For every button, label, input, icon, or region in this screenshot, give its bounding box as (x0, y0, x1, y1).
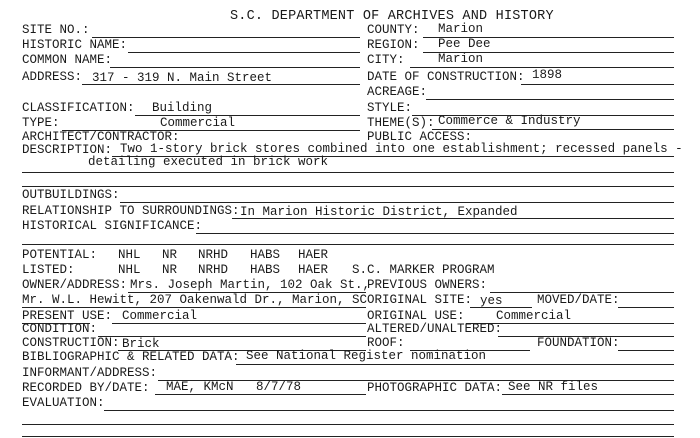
recorded-date-value: 8/7/78 (256, 380, 302, 394)
foundation-label: FOUNDATION: (537, 336, 620, 350)
potential-nr[interactable]: NR (162, 248, 178, 262)
form-title: S.C. DEPARTMENT OF ARCHIVES AND HISTORY (230, 9, 554, 24)
potential-haer[interactable]: HAER (298, 248, 329, 262)
site-no-label: SITE NO.: (22, 23, 90, 37)
original-use-label: ORIGINAL USE: (367, 309, 465, 323)
present-use-field[interactable] (112, 323, 366, 324)
city-value: Marion (438, 52, 484, 66)
address-value: 317 - 319 N. Main Street (92, 71, 273, 85)
present-use-label: PRESENT USE: (22, 309, 113, 323)
historic-name-field[interactable] (128, 52, 360, 53)
recorded-label: RECORDED BY/DATE: (22, 381, 150, 395)
common-name-label: COMMON NAME: (22, 53, 113, 67)
section-divider (22, 186, 674, 187)
significance-field[interactable] (196, 233, 674, 234)
roof-label: ROOF: (367, 336, 405, 350)
photographic-label: PHOTOGRAPHIC DATA: (367, 381, 503, 395)
region-value: Pee Dee (438, 37, 491, 51)
photographic-field[interactable] (502, 394, 674, 395)
significance-label: HISTORICAL SIGNIFICANCE: (22, 219, 203, 233)
potential-nrhd[interactable]: NRHD (198, 248, 229, 262)
informant-label: INFORMANT/ADDRESS: (22, 366, 158, 380)
listed-label: LISTED: (22, 263, 75, 277)
architect-label: ARCHITECT/CONTRACTOR: (22, 130, 180, 144)
listed-nr[interactable]: NR (162, 263, 178, 277)
date-construction-label: DATE OF CONSTRUCTION: (367, 70, 525, 84)
bibliographic-field[interactable] (236, 364, 674, 365)
evaluation-field-1[interactable] (104, 410, 674, 411)
city-label: CITY: (367, 53, 405, 67)
date-construction-field[interactable] (521, 84, 674, 85)
style-label: STYLE: (367, 101, 413, 115)
owner-label: OWNER/ADDRESS: (22, 278, 128, 292)
listed-nhl[interactable]: NHL (118, 263, 141, 277)
relationship-label: RELATIONSHIP TO SURROUNDINGS: (22, 204, 240, 218)
county-value: Marion (438, 22, 484, 36)
description-line-2: detailing executed in brick work (88, 155, 329, 169)
themes-label: THEME(S): (367, 116, 435, 130)
acreage-label: ACREAGE: (367, 85, 428, 99)
relationship-value: In Marion Historic District, Expanded (240, 205, 518, 219)
original-site-value: yes (480, 294, 503, 308)
description-label: DESCRIPTION: (22, 143, 113, 157)
classification-value: Building (152, 101, 213, 115)
historic-name-label: HISTORIC NAME: (22, 38, 128, 52)
bibliographic-value: See National Register nomination (246, 349, 487, 363)
acreage-field[interactable] (426, 99, 674, 100)
listed-nrhd[interactable]: NRHD (198, 263, 229, 277)
present-use-value: Commercial (122, 309, 198, 323)
type-label: TYPE: (22, 116, 60, 130)
foundation-field[interactable] (618, 350, 674, 351)
owner-field-2[interactable] (22, 307, 366, 308)
significance-field-2[interactable] (22, 244, 674, 245)
condition-label: CONDITION: (22, 322, 98, 336)
description-line-1: Two 1-story brick stores combined into one establishment; recessed panels - (120, 142, 683, 156)
themes-value: Commerce & Industry (438, 114, 581, 128)
date-construction-value: 1898 (532, 68, 563, 82)
description-field-2[interactable] (22, 172, 674, 173)
site-no-field[interactable] (92, 37, 360, 38)
previous-owners-label: PREVIOUS OWNERS: (367, 278, 488, 292)
owner-line-2: Mr. W.L. Hewitt, 207 Oakenwald Dr., Marion, SC (22, 293, 368, 307)
address-field[interactable] (82, 84, 360, 85)
public-access-label: PUBLIC ACCESS: (367, 130, 473, 144)
evaluation-field-3[interactable] (22, 436, 674, 437)
recorded-field[interactable] (155, 394, 366, 395)
potential-habs[interactable]: HABS (250, 248, 281, 262)
listed-habs[interactable]: HABS (250, 263, 281, 277)
outbuildings-field[interactable] (120, 202, 674, 203)
original-site-label: ORIGINAL SITE: (367, 293, 473, 307)
region-label: REGION: (367, 38, 420, 52)
potential-nhl[interactable]: NHL (118, 248, 141, 262)
moved-date-field[interactable] (618, 307, 674, 308)
moved-date-label: MOVED/DATE: (537, 293, 620, 307)
owner-line-1: Mrs. Joseph Martin, 102 Oak St., (130, 278, 371, 292)
outbuildings-label: OUTBUILDINGS: (22, 188, 120, 202)
photographic-value: See NR files (508, 380, 599, 394)
classification-label: CLASSIFICATION: (22, 101, 135, 115)
recorded-by-value: MAE, KMcN (166, 380, 234, 394)
relationship-field[interactable] (232, 218, 674, 219)
address-label: ADDRESS: (22, 70, 83, 84)
listed-haer[interactable]: HAER (298, 263, 329, 277)
evaluation-field-2[interactable] (22, 424, 674, 425)
construction-value: Brick (122, 337, 160, 351)
county-label: COUNTY: (367, 23, 420, 37)
marker-program[interactable]: S.C. MARKER PROGRAM (352, 263, 495, 277)
potential-label: POTENTIAL: (22, 248, 98, 262)
construction-label: CONSTRUCTION: (22, 336, 120, 350)
common-name-field[interactable] (110, 67, 360, 68)
evaluation-label: EVALUATION: (22, 396, 105, 410)
bibliographic-label: BIBLIOGRAPHIC & RELATED DATA: (22, 350, 240, 364)
original-use-value: Commercial (496, 309, 572, 323)
altered-label: ALTERED/UNALTERED: (367, 322, 503, 336)
type-value: Commercial (160, 116, 236, 130)
original-site-field[interactable] (470, 307, 532, 308)
